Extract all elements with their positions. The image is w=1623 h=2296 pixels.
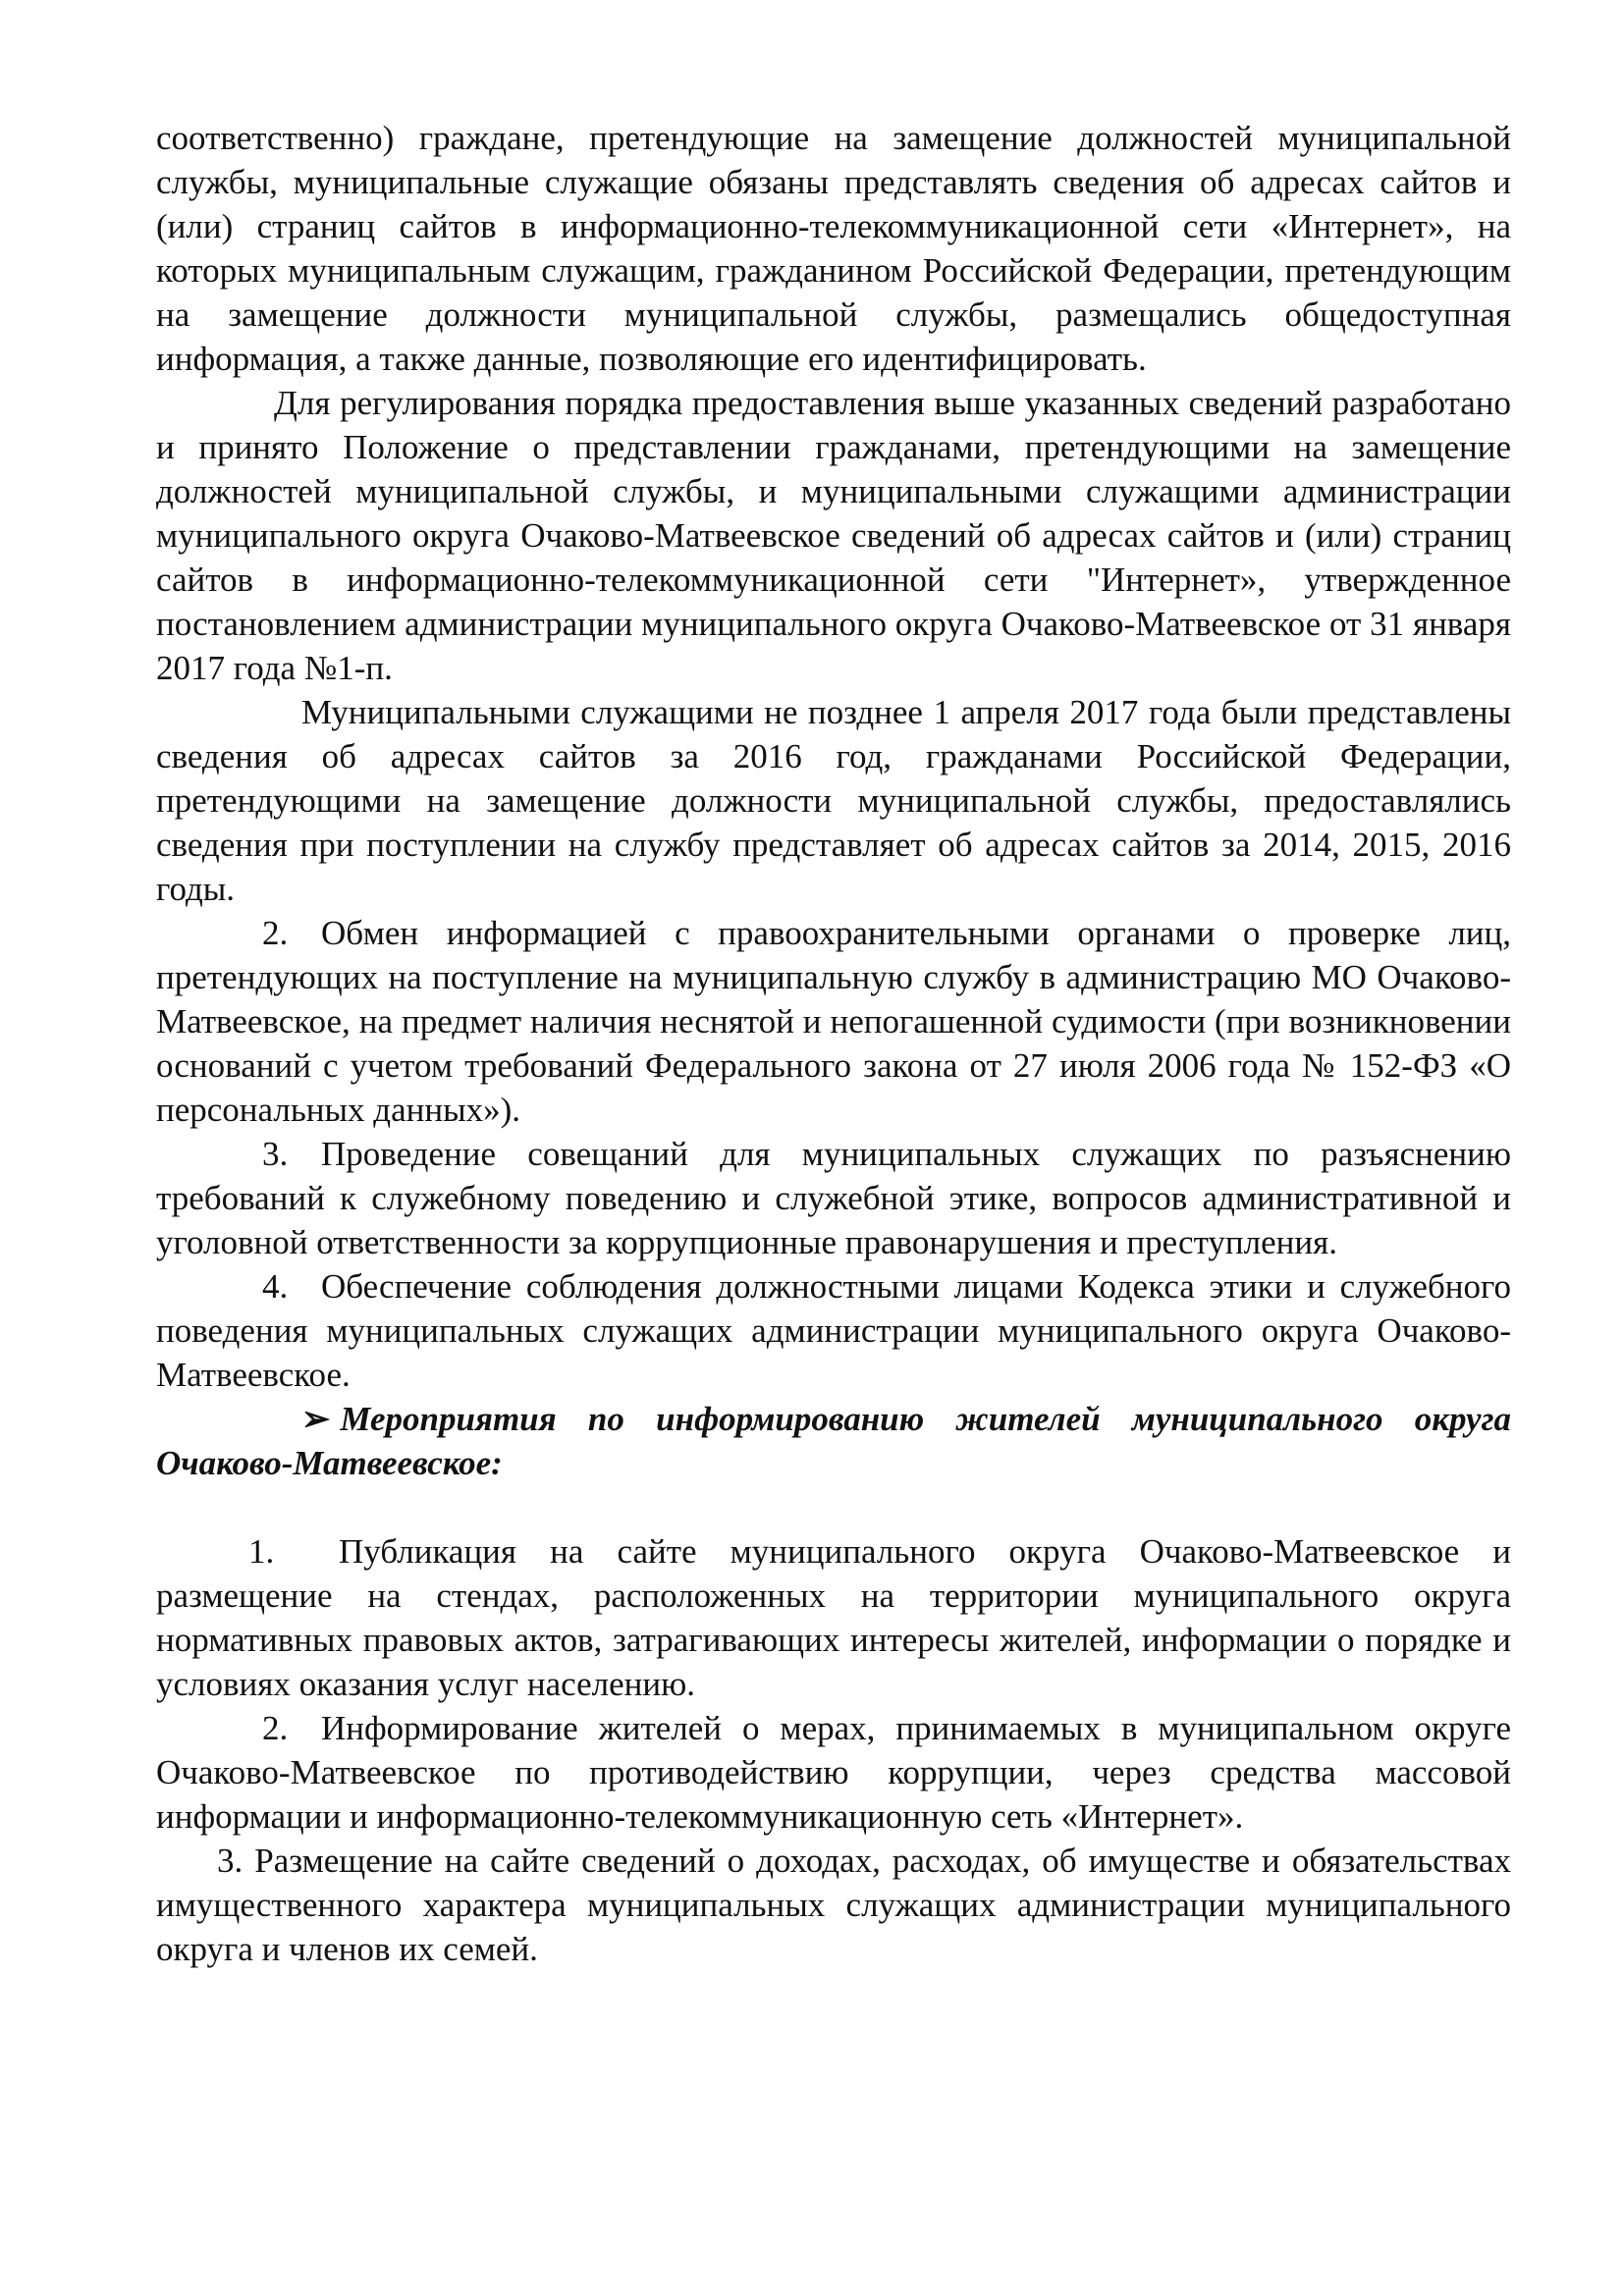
list-item-number: 2. — [262, 1709, 289, 1747]
measure-item-3: 3. Размещение на сайте сведений о доходах, расходах, об имуществе и обязательствах имущественного характера муниципальных служащих администрации муниципального округа и членов их семей. — [156, 1842, 1511, 1968]
measure-item-1 — [156, 1529, 1511, 1706]
list-item-number: 4. — [262, 1267, 289, 1306]
list-item-3 — [156, 1132, 1511, 1264]
paragraph-regulation: Для регулирования порядка предоставления выше указанных сведений разработано и принято Положение о представлении гражданами, претендующими на замещение должностей муниципальной службы, и муниципальными служащими администрации муниципального округа Очаково-Матвеевское сведений об адресах сайтов и (или) страниц сайтов в информационно-телекоммуникационной сети "Интернет», утвержденное постановлением администрации муниципального округа Очаково-Матвеевское от 31 января 2017 года №1-п. — [156, 384, 1511, 687]
list-item-text: Информирование жителей о мерах, принимаемых в муниципальном округе Очаково-Матвеевское по противодействию коррупции, через средства массовой информации и информационно-телекоммуникационную сеть «Интернет». — [156, 1709, 1511, 1836]
list-item-text: Публикация на сайте муниципального округа Очаково-Матвеевское и размещение на стендах, расположенных на территории муниципального округа нормативных правовых актов, затрагивающих интересы жителей, информации о порядке и условиях оказания услуг населению. — [156, 1532, 1511, 1703]
section-heading — [156, 1397, 1511, 1485]
paragraph-sites-obligation: соответственно) граждане, претендующие на замещение должностей муниципальной службы, муниципальные служащие обязаны представлять сведения об адресах сайтов и (или) страниц сайтов в информационно-телекоммуникационной сети «Интернет», на которых муниципальным служащим, гражданином Российской Федерации, претендующим на замещение должности муниципальной службы, размещались общедоступная информация, а также данные, позволяющие его идентифицировать. — [156, 119, 1511, 378]
list-item-number: 3. — [262, 1135, 289, 1173]
list-item-4 — [156, 1264, 1511, 1397]
paragraph-submission: Муниципальными служащими не позднее 1 апреля 2017 года были представлены сведения об адресах сайтов за 2016 год, гражданами Российской Федерации, претендующими на замещение должности муниципальной службы, предоставлялись сведения при поступлении на службу представляет об адресах сайтов за 2014, 2015, 2016 годы. — [156, 693, 1511, 908]
list-item-number: 2. — [262, 914, 289, 952]
spacer — [156, 1485, 1511, 1529]
list-item-2 — [156, 911, 1511, 1132]
measure-item-2 — [156, 1706, 1511, 1839]
list-item-text: Обеспечение соблюдения должностными лицами Кодекса этики и служебного поведения муниципальных служащих администрации муниципального округа Очаково-Матвеевское. — [156, 1267, 1511, 1394]
list-item-text: Проведение совещаний для муниципальных служащих по разъяснению требований к служебному поведению и служебной этике, вопросов административной и уголовной ответственности за коррупционные правонарушения и преступления. — [156, 1135, 1511, 1261]
section-heading-text: Мероприятия по информированию жителей муниципального округа Очаково-Матвеевское: — [156, 1400, 1511, 1482]
document-page — [156, 116, 1511, 1971]
list-item-text: Обмен информацией с правоохранительными органами о проверке лиц, претендующих на поступление на муниципальную службу в администрацию МО Очаково-Матвеевское, на предмет наличия неснятой и непогашенной судимости (при возникновении оснований с учетом требований Федерального закона от 27 июля 2006 года № 152-ФЗ «О персональных данных»). — [156, 914, 1511, 1129]
arrow-bullet-icon: ➢ — [301, 1400, 331, 1438]
list-item-number: 1. — [248, 1532, 275, 1571]
